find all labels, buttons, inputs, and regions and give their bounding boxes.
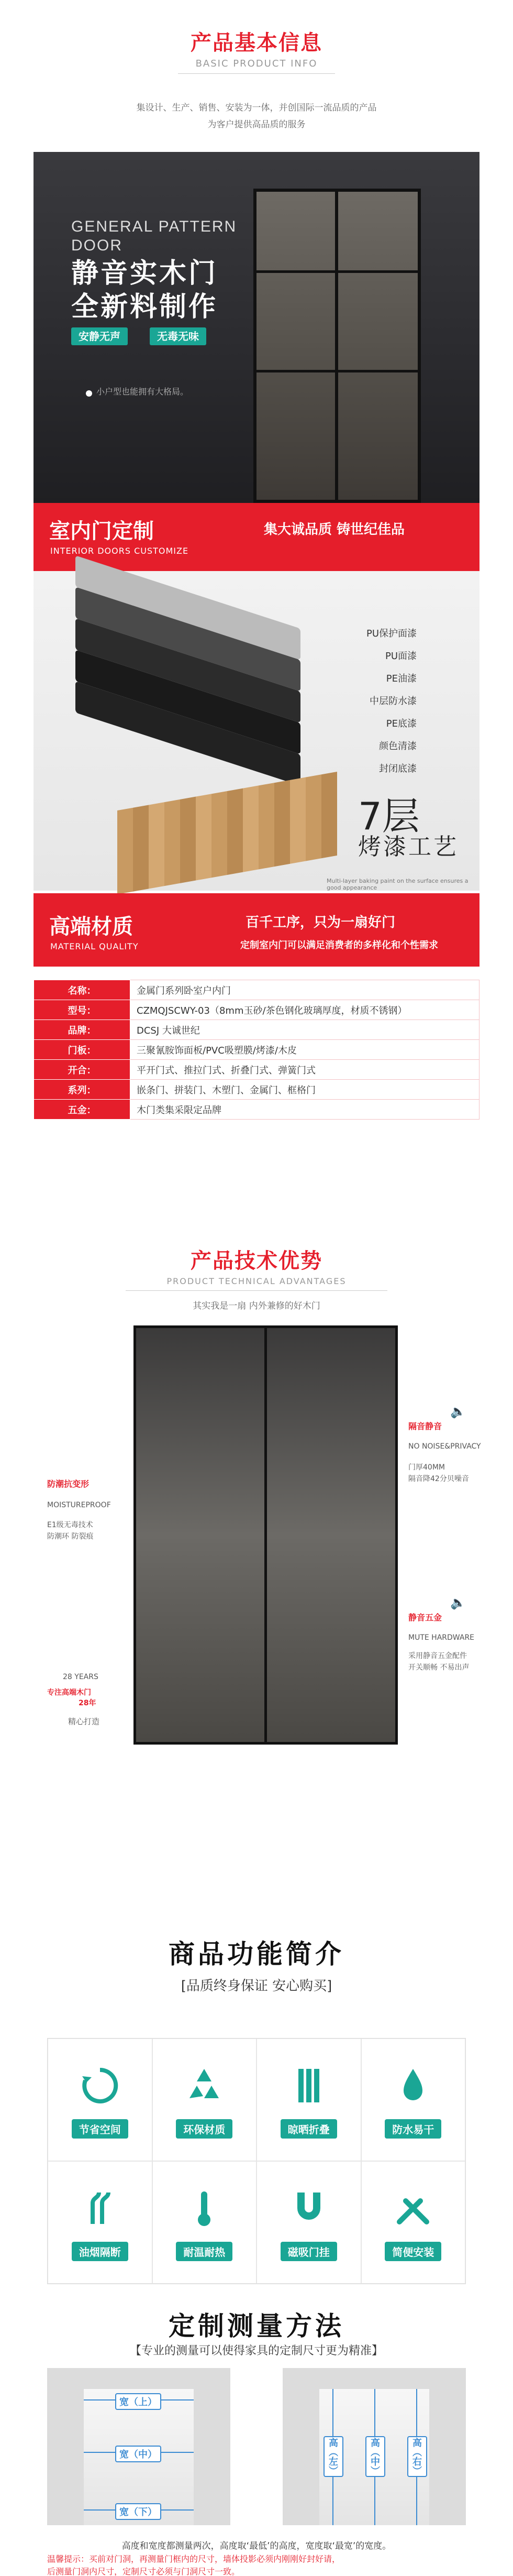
hero-en-title: [71, 217, 237, 255]
save-space-icon: [76, 2062, 124, 2110]
spec-value: 平开门式、推拉门式、折叠门式、弹簧门式: [130, 1060, 479, 1080]
section-title: 产品基本信息: [191, 31, 322, 55]
hero-headline: [71, 257, 218, 324]
spec-row: [34, 1040, 479, 1060]
layer-label: PE底漆: [386, 718, 417, 729]
feature-label: 节省空间: [72, 2119, 128, 2139]
layer-label: PU面漆: [385, 651, 417, 662]
layer-label: 封闭底漆: [379, 763, 417, 774]
thermometer-icon: [180, 2184, 228, 2232]
warning-line-1: 温馨提示：买前对门洞，再测量门框内的尺寸，墙体投影必须内刚刚好封好请，: [47, 2554, 341, 2564]
hero-image: [34, 152, 479, 503]
feature-fold: [256, 2038, 361, 2161]
height-diagram: [283, 2368, 466, 2525]
intro-line-2: 为客户提供高品质的服务: [207, 119, 306, 130]
spec-key: 名称：: [34, 980, 130, 1000]
layer-label: PE油漆: [386, 673, 417, 684]
tech-tagline: 其实我是一扇 内外兼修的好木门: [193, 1301, 320, 1311]
section-subtitle: PRODUCT TECHNICAL ADVANTAGES: [166, 1276, 347, 1286]
banner-en: INTERIOR DOORS CUSTOMIZE: [50, 546, 189, 556]
tech-door-photo: [133, 1325, 398, 1745]
callout-noise-d1: 门厚40MM: [408, 1463, 445, 1472]
callout-years-en: 28 YEARS: [63, 1673, 98, 1681]
banner-slogan: 百千工序，只为一扇好门: [246, 915, 396, 930]
banner-title: 室内门定制: [49, 519, 154, 543]
tag-nontoxic: 无毒无味: [150, 327, 206, 345]
width-bottom-badge: 宽（下）: [115, 2503, 161, 2520]
layer-label: 中层防水漆: [370, 696, 417, 707]
feature-smoke: [48, 2161, 152, 2284]
callout-hardware-en: MUTE HARDWARE: [408, 1634, 475, 1642]
spec-table: [34, 980, 479, 1120]
feature-label: 防水易干: [385, 2119, 441, 2139]
section-subtitle: BASIC PRODUCT INFO: [195, 58, 318, 69]
intro-line-1: 集设计、生产、销售、安装为一体，并创国际一流品质的产品: [136, 103, 377, 113]
measure-instruction: 高度和宽度都测量两次，高度取‘最低’的高度，宽度取‘最宽’的宽度。: [121, 2541, 392, 2551]
feature-label: 油烟隔断: [72, 2242, 128, 2261]
seven-layers-text: 7层: [358, 794, 420, 838]
wood-board: [117, 772, 337, 894]
door-divider: [264, 1328, 267, 1742]
height-right-badge: 高（右）: [407, 2436, 427, 2477]
features-grid: [47, 2038, 466, 2284]
spec-row: [34, 1060, 479, 1080]
speaker-icon: 🔈: [450, 1595, 466, 1610]
banner-en: MATERIAL QUALITY: [50, 941, 139, 951]
spec-value: 金属门系列卧室户内门: [130, 980, 479, 1000]
callout-noise-en: NO NOISE&PRIVACY: [408, 1442, 481, 1451]
banner-desc: 定制室内门可以满足消费者的多样化和个性需求: [240, 940, 438, 951]
tools-icon: [389, 2184, 437, 2232]
spec-key: 型号：: [34, 1000, 130, 1020]
feature-heat: [152, 2161, 257, 2284]
basic-info-header: [0, 26, 513, 74]
feature-eco: [152, 2038, 257, 2161]
spec-value: DCSJ 大诚世纪: [130, 1020, 479, 1040]
callout-moisture-d2: 防潮环 防裂痕: [47, 1532, 94, 1541]
paint-process-text: 烤漆工艺: [358, 834, 459, 860]
callout-hardware-title: 静音五金: [408, 1613, 442, 1623]
callout-noise-title: 隔音静音: [408, 1421, 442, 1431]
magnet-icon: [285, 2184, 333, 2232]
callout-hardware-d2: 开关顺畅 不易出声: [408, 1663, 470, 1672]
callout-years-desc: 精心打造: [68, 1717, 100, 1726]
section-title: 产品技术优势: [191, 1249, 322, 1273]
hero-en-line-2: DOOR: [71, 237, 122, 254]
divider: [178, 73, 335, 74]
paint-layers-image: [34, 571, 479, 891]
spec-value: 嵌条门、拼装门、木塑门、金属门、框格门: [130, 1080, 479, 1100]
tag-quiet: 安静无声: [71, 327, 128, 345]
layers-caption: Multi-layer baking paint on the surface ensures a good appearance: [327, 878, 469, 891]
spec-key: 五金：: [34, 1100, 130, 1120]
hero-note: 小户型也能拥有大格局。: [96, 387, 189, 397]
spec-row: [34, 1100, 479, 1120]
callout-moisture-en: MOISTUREPROOF: [47, 1501, 111, 1509]
feature-label: 磁吸门挂: [281, 2242, 337, 2261]
banner-slogan: 集大诚品质 铸世纪佳品: [264, 522, 405, 538]
hero-headline-2: 全新料制作: [71, 291, 218, 323]
callout-moisture-d1: E1级无毒技术: [47, 1521, 93, 1529]
fold-icon: [285, 2062, 333, 2110]
measure-warning: [47, 2553, 340, 2576]
spec-key: 品牌：: [34, 1020, 130, 1040]
height-mid-badge: 高（中）: [365, 2436, 385, 2477]
measure-title: 定制测量方法: [169, 2310, 344, 2341]
speaker-icon: 🔈: [450, 1404, 466, 1419]
spec-row: [34, 1080, 479, 1100]
callout-noise-d2: 隔音降42分贝噪音: [408, 1475, 469, 1483]
door-divider: [335, 192, 338, 500]
feature-label: 耐温耐热: [176, 2242, 232, 2261]
callout-years-red2: 28年: [79, 1699, 96, 1707]
spec-row: [34, 1020, 479, 1040]
material-banner: [34, 893, 479, 967]
door-photo: [253, 189, 421, 503]
tech-header: [0, 1244, 513, 1311]
feature-label: 简便安装: [385, 2242, 441, 2261]
feature-waterproof: [361, 2038, 466, 2161]
feature-magnet: [256, 2161, 361, 2284]
callout-years-red: 专注高端木门: [47, 1689, 91, 1697]
measure-subtitle: 【专业的测量可以使得家具的定制尺寸更为精准】: [129, 2344, 383, 2358]
spec-row: [34, 1000, 479, 1020]
callout-hardware-d1: 采用静音五金配件: [408, 1652, 467, 1660]
note-dot: [86, 390, 92, 397]
feature-label: 环保材质: [176, 2119, 232, 2139]
spec-row: [34, 980, 479, 1000]
recycle-icon: [180, 2062, 228, 2110]
width-top-badge: 宽（上）: [115, 2393, 161, 2410]
spec-value: 木门类集采限定品牌: [130, 1100, 479, 1120]
spec-value: 三聚氰胺饰面板/PVC吸塑膜/烤漆/木皮: [130, 1040, 479, 1060]
customize-banner: [34, 503, 479, 571]
intro-text: [0, 100, 513, 133]
features-title: 商品功能简介: [169, 1938, 344, 1969]
layer-label: 颜色清漆: [379, 741, 417, 752]
features-subtitle: [品质终身保证 安心购买]: [181, 1978, 332, 1994]
height-left-badge: 高（左）: [324, 2436, 343, 2477]
warning-line-2: 后测量门洞内尺寸，定制尺寸必须与门洞尺寸一致。: [47, 2567, 240, 2576]
door-rail: [256, 370, 418, 372]
spec-value: CZMQJSCWY-03（8mm玉砂/茶色钢化玻璃厚度，材质不锈钢）: [130, 1000, 479, 1020]
water-drop-icon: [389, 2062, 437, 2110]
feature-install: [361, 2161, 466, 2284]
divider: [126, 1290, 387, 1291]
width-diagram: [47, 2368, 230, 2525]
spec-key: 系列：: [34, 1080, 130, 1100]
smoke-barrier-icon: [76, 2184, 124, 2232]
hero-headline-1: 静音实木门: [71, 258, 218, 289]
door-rail: [256, 270, 418, 273]
callout-moisture-title: 防潮抗变形: [47, 1479, 90, 1489]
layer-label: PU保护面漆: [366, 628, 417, 639]
spec-key: 门板：: [34, 1040, 130, 1060]
banner-title: 高端材质: [49, 915, 133, 939]
feature-save-space: [48, 2038, 152, 2161]
spec-key: 开合：: [34, 1060, 130, 1080]
feature-label: 晾晒折叠: [281, 2119, 337, 2139]
width-mid-badge: 宽（中）: [115, 2446, 161, 2462]
hero-en-line-1: GENERAL PATTERN: [71, 218, 237, 235]
